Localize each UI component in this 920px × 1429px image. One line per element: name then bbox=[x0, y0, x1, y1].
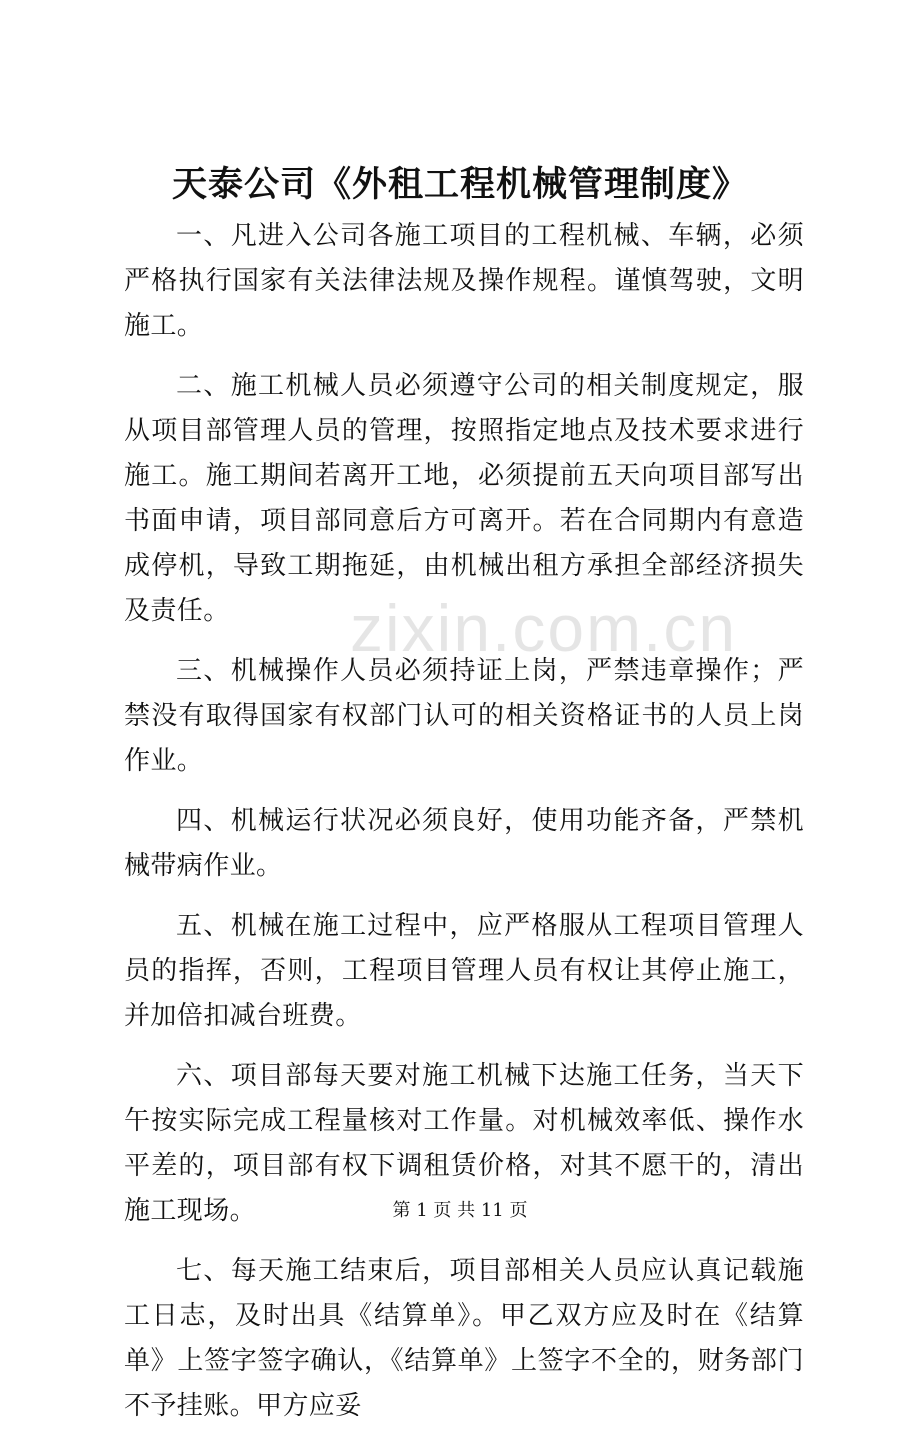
paragraph-1: 一、凡进入公司各施工项目的工程机械、车辆，必须严格执行国家有关法律法规及操作规程。谨慎驾驶，文明施工。 bbox=[124, 221, 804, 341]
document-title: 天泰公司《外租工程机械管理制度》 bbox=[171, 164, 748, 205]
paragraph-3: 三、机械操作人员必须持证上岗，严禁违章操作；严禁没有取得国家有权部门认可的相关资格证书的人员上岗作业。 bbox=[124, 656, 804, 776]
paragraph-2: 二、施工机械人员必须遵守公司的相关制度规定，服从项目部管理人员的管理，按照指定地点及技术要求进行施工。施工期间若离开工地，必须提前五天向项目部写出书面申请，项目部同意后方可离开。若在合同期内有意造成停机，导致工期拖延，由机械出租方承担全部经济损失及责任。 bbox=[124, 371, 804, 626]
paragraph-7: 七、每天施工结束后，项目部相关人员应认真记载施工日志，及时出具《结算单》。甲乙双方应及时在《结算单》上签字签字确认，《结算单》上签字不全的，财务部门不予挂账。甲方应妥 bbox=[124, 1256, 804, 1421]
paragraph-5: 五、机械在施工过程中，应严格服从工程项目管理人员的指挥，否则，工程项目管理人员有权让其停止施工，并加倍扣减台班费。 bbox=[124, 911, 804, 1031]
page-footer: 第 1 页 共 11 页 bbox=[392, 1200, 528, 1221]
paragraph-4: 四、机械运行状况必须良好，使用功能齐备，严禁机械带病作业。 bbox=[124, 806, 804, 881]
watermark: zixin.com.cn bbox=[350, 591, 738, 665]
document-body bbox=[124, 214, 804, 1429]
paragraph-6: 六、项目部每天要对施工机械下达施工任务，当天下午按实际完成工程量核对工作量。对机械效率低、操作水平差的，项目部有权下调租赁价格，对其不愿干的，清出施工现场。 bbox=[124, 1061, 804, 1226]
